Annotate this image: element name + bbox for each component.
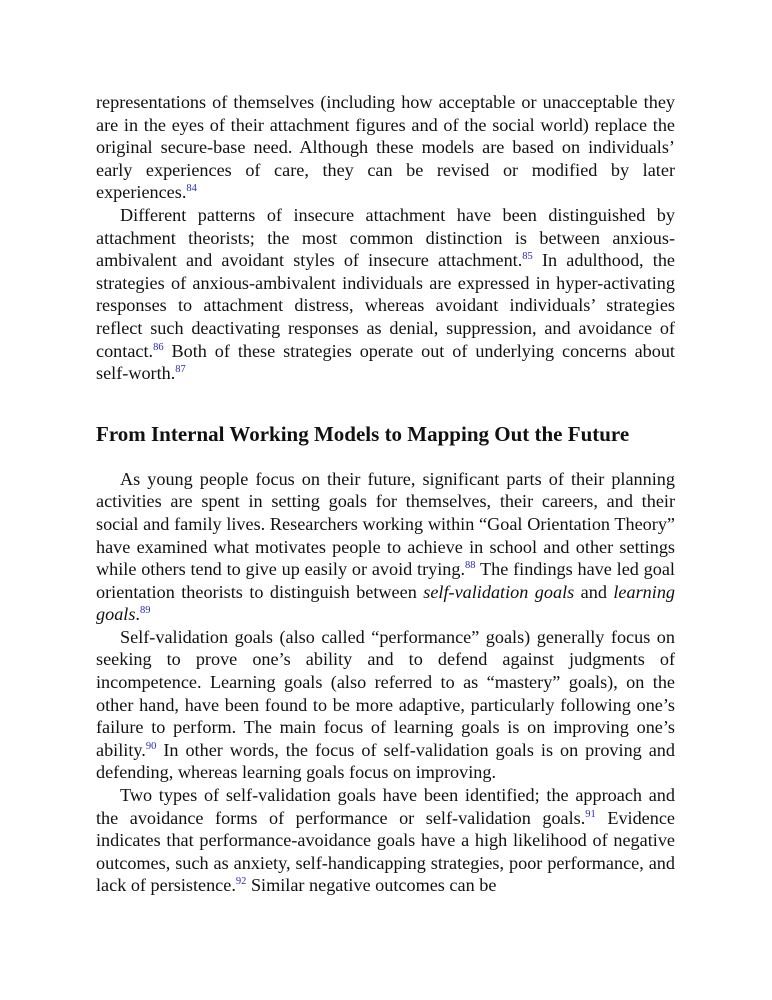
paragraph-text: Different patterns of insecure attachment have been distinguished by attachment theorists; the most common distinction is between anxious-ambivalent and avoidant styles of insecure attachment. (96, 204, 675, 271)
paragraph-text: . (135, 604, 140, 625)
footnote-ref-90[interactable]: 90 (145, 740, 157, 752)
footnote-ref-89[interactable]: 89 (139, 605, 151, 617)
paragraph-text: The findings have led goal orientation theorists to distinguish between (96, 559, 675, 602)
footnote-ref-88[interactable]: 88 (465, 560, 476, 572)
paragraph-text: In adulthood, the strategies of anxious-ambivalent individuals are expressed in hyper-activating responses to attachment distress, whereas avoidant individuals’ strategies reflect such deactivating responses as denial, suppression, and avoidance of contact. (96, 250, 675, 361)
paragraph-text: In other words, the focus of self-validation goals is on proving and defending, whereas learning goals focus on improving. (96, 739, 675, 783)
paragraph-insecure-attachment (96, 204, 675, 385)
paragraph-text: Both of these strategies operate out of underlying concerns about self-worth. (96, 340, 675, 384)
paragraph-goal-orientation (96, 468, 675, 626)
paragraph-text: Two types of self-validation goals have been identified; the approach and the avoidance forms of performance or self-validation goals. (96, 785, 675, 828)
footnote-ref-91[interactable]: 91 (585, 808, 596, 820)
footnote-ref-87[interactable]: 87 (175, 364, 186, 376)
paragraph-text: Self-validation goals (also called “performance” goals) generally focus on seeking to prove one’s ability and to defend against judgments of incompetence. Learning goals (also referred to as “mastery” goals), on the other hand, have been found to be more adaptive, particularly following one’s failure to perform. The main focus of learning goals is on improving one’s ability. (96, 626, 675, 760)
footnote-ref-84[interactable]: 84 (186, 183, 197, 195)
paragraph-two-types (96, 784, 675, 897)
paragraph-text: As young people focus on their future, significant parts of their planning activities are spent in setting goals for themselves, their careers, and their social and family lives. Researchers working within “Goal Orientation Theory” have examined what motivates people to achieve in school and other settings while others tend to give up easily or avoid trying. (96, 468, 675, 580)
emphasis-learning-goals: learning goals (96, 581, 676, 625)
paragraph-self-validation (96, 626, 675, 784)
footnote-ref-85[interactable]: 85 (522, 251, 533, 263)
emphasis-self-validation-goals: self-validation goals (423, 581, 575, 602)
paragraph-text: Evidence indicates that performance-avoidance goals have a high likelihood of negative outcomes, such as anxiety, self-handicapping strategies, poor performance, and lack of persistence. (96, 807, 675, 896)
paragraph-continued (96, 91, 675, 204)
footnote-ref-86[interactable]: 86 (153, 341, 164, 353)
section-heading: From Internal Working Models to Mapping Out the Future (96, 421, 630, 446)
paragraph-text: Similar negative outcomes can be (246, 875, 497, 896)
footnote-ref-92[interactable]: 92 (235, 876, 247, 888)
paragraph-text: and (574, 581, 614, 602)
paragraph-text: representations of themselves (including how acceptable or unacceptable they are in the eyes of their attachment figures and of the social world) replace the original secure-base need. Although these models are based on individuals’ early experiences of care, they can be revised or modified by later experiences. (96, 92, 675, 203)
